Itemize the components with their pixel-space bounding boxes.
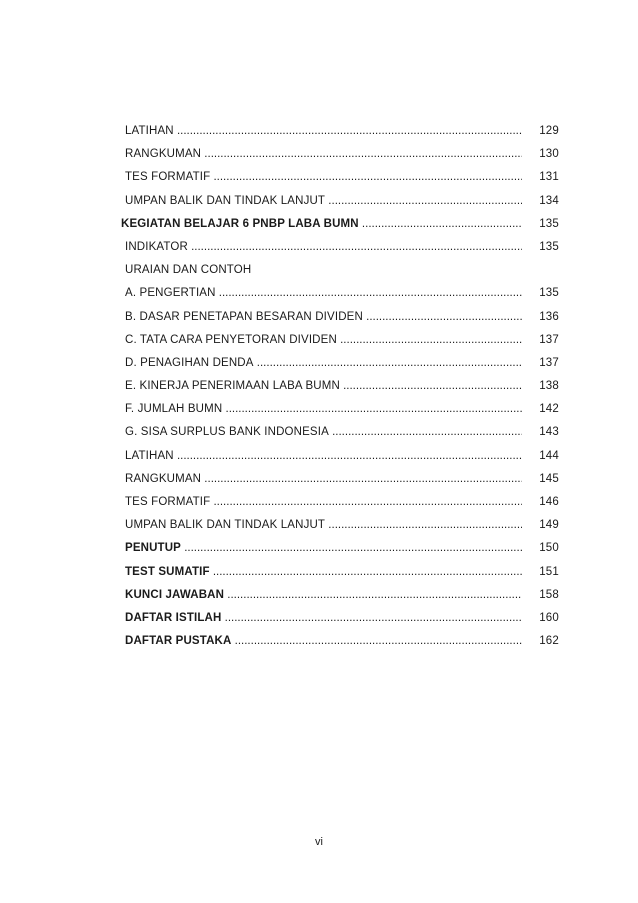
toc-entry[interactable] bbox=[0, 630, 638, 653]
toc-entry-title bbox=[125, 537, 522, 560]
toc-entry[interactable] bbox=[0, 445, 638, 468]
toc-entry[interactable] bbox=[0, 584, 638, 607]
toc-entry-page-number: 150 bbox=[539, 542, 559, 555]
toc-entry-label: DAFTAR ISTILAH bbox=[125, 611, 222, 624]
toc-entry-title bbox=[125, 630, 522, 653]
toc-entry-label: A. PENGERTIAN bbox=[125, 287, 216, 300]
toc-entry-label: D. PENAGIHAN DENDA bbox=[125, 356, 254, 369]
toc-entry-label: TES FORMATIF bbox=[125, 496, 211, 508]
toc-entry[interactable] bbox=[0, 120, 638, 143]
toc-entry-label: B. DASAR PENETAPAN BESARAN DIVIDEN bbox=[125, 310, 363, 323]
toc-entry[interactable] bbox=[0, 352, 638, 375]
toc-entry-page-number: 137 bbox=[539, 333, 559, 346]
toc-entry-title bbox=[125, 259, 522, 282]
toc-entry-page-number: 162 bbox=[539, 635, 559, 648]
toc-entry[interactable] bbox=[0, 375, 638, 398]
toc-entry[interactable] bbox=[0, 537, 638, 560]
toc-entry-page-number: 160 bbox=[539, 611, 559, 624]
toc-entry-page-number: 135 bbox=[539, 240, 559, 253]
toc-entry-label: LATIHAN bbox=[125, 449, 174, 462]
toc-entry-title bbox=[125, 584, 522, 607]
toc-entry-page-number: 149 bbox=[539, 519, 559, 532]
toc-entry-page-number: 158 bbox=[539, 588, 559, 601]
toc-entry-title bbox=[125, 190, 522, 213]
toc-entry-title bbox=[125, 143, 522, 166]
toc-entry-label: G. SISA SURPLUS BANK INDONESIA bbox=[125, 426, 329, 439]
toc-entry[interactable] bbox=[0, 236, 638, 259]
toc-entry-title bbox=[121, 213, 522, 236]
toc-entry[interactable] bbox=[0, 491, 638, 514]
toc-entry-title bbox=[125, 352, 522, 375]
toc-entry-label: RANGKUMAN bbox=[125, 148, 202, 161]
toc-entry-page-number: 129 bbox=[539, 125, 559, 137]
toc-entry-page-number: 131 bbox=[539, 171, 559, 184]
toc-entry-label: E. KINERJA PENERIMAAN LABA BUMN bbox=[125, 380, 340, 393]
toc-entry-title bbox=[125, 282, 522, 305]
toc-entry-title bbox=[125, 468, 522, 491]
toc-entry-label: URAIAN DAN CONTOH bbox=[125, 264, 252, 277]
toc-entry-label: TES FORMATIF bbox=[125, 171, 211, 184]
toc-entry-label: RANGKUMAN bbox=[125, 472, 202, 485]
toc-entry-title bbox=[125, 306, 522, 329]
toc-entry[interactable] bbox=[0, 468, 638, 491]
toc-entry-title bbox=[125, 514, 522, 537]
toc-entry-page-number: 151 bbox=[539, 565, 559, 578]
toc-entry[interactable] bbox=[0, 514, 638, 537]
toc-entry-page-number: 142 bbox=[539, 403, 559, 416]
toc-entry[interactable] bbox=[0, 607, 638, 630]
toc-entry-page-number: 144 bbox=[539, 449, 559, 462]
toc-entry-label: C. TATA CARA PENYETORAN DIVIDEN bbox=[125, 333, 337, 346]
toc-entry-title bbox=[125, 491, 522, 514]
toc-entry-label: KUNCI JAWABAN bbox=[125, 588, 225, 601]
page-number: vi bbox=[315, 836, 323, 848]
toc-entry-title bbox=[125, 120, 522, 143]
toc-entry-title bbox=[125, 398, 522, 421]
toc-entry-page-number: 137 bbox=[539, 356, 559, 369]
toc-entry-label: UMPAN BALIK DAN TINDAK LANJUT bbox=[125, 519, 326, 532]
table-of-contents bbox=[0, 120, 638, 653]
toc-entry-page-number: 143 bbox=[539, 426, 559, 439]
toc-entry-page-number: 146 bbox=[539, 496, 559, 508]
toc-entry-label: F. JUMLAH BUMN bbox=[125, 403, 223, 416]
toc-entry-label: LATIHAN bbox=[125, 125, 174, 137]
toc-entry[interactable] bbox=[0, 306, 638, 329]
toc-entry[interactable] bbox=[0, 282, 638, 305]
toc-entry-label: TEST SUMATIF bbox=[125, 565, 210, 578]
toc-entry[interactable] bbox=[0, 421, 638, 444]
toc-entry-page-number: 134 bbox=[539, 194, 559, 207]
toc-entry-title bbox=[125, 236, 522, 259]
toc-entry-title bbox=[125, 561, 522, 584]
toc-entry-page-number: 135 bbox=[539, 217, 559, 230]
toc-entry[interactable] bbox=[0, 398, 638, 421]
toc-entry[interactable] bbox=[0, 329, 638, 352]
toc-entry-label: INDIKATOR bbox=[125, 240, 188, 253]
toc-entry-label: UMPAN BALIK DAN TINDAK LANJUT bbox=[125, 194, 326, 207]
toc-entry-page-number: 136 bbox=[539, 310, 559, 323]
toc-entry-title bbox=[125, 445, 522, 468]
toc-entry-title bbox=[125, 607, 522, 630]
toc-entry-page-number: 135 bbox=[539, 287, 559, 300]
toc-entry-title bbox=[125, 166, 522, 189]
toc-entry[interactable] bbox=[0, 213, 638, 236]
toc-entry-title bbox=[125, 329, 522, 352]
toc-entry-page-number: 145 bbox=[539, 472, 559, 485]
toc-entry[interactable] bbox=[0, 190, 638, 213]
toc-entry[interactable] bbox=[0, 166, 638, 189]
toc-entry-page-number: 130 bbox=[539, 148, 559, 161]
toc-entry[interactable] bbox=[0, 259, 638, 282]
toc-entry-label: DAFTAR PUSTAKA bbox=[125, 635, 232, 648]
toc-entry-label: KEGIATAN BELAJAR 6 PNBP LABA BUMN bbox=[121, 217, 359, 230]
toc-entry-title bbox=[125, 421, 522, 444]
toc-entry[interactable] bbox=[0, 561, 638, 584]
toc-entry-label: PENUTUP bbox=[125, 542, 182, 555]
toc-entry[interactable] bbox=[0, 143, 638, 166]
toc-entry-page-number: 138 bbox=[539, 380, 559, 393]
toc-entry-title bbox=[125, 375, 522, 398]
